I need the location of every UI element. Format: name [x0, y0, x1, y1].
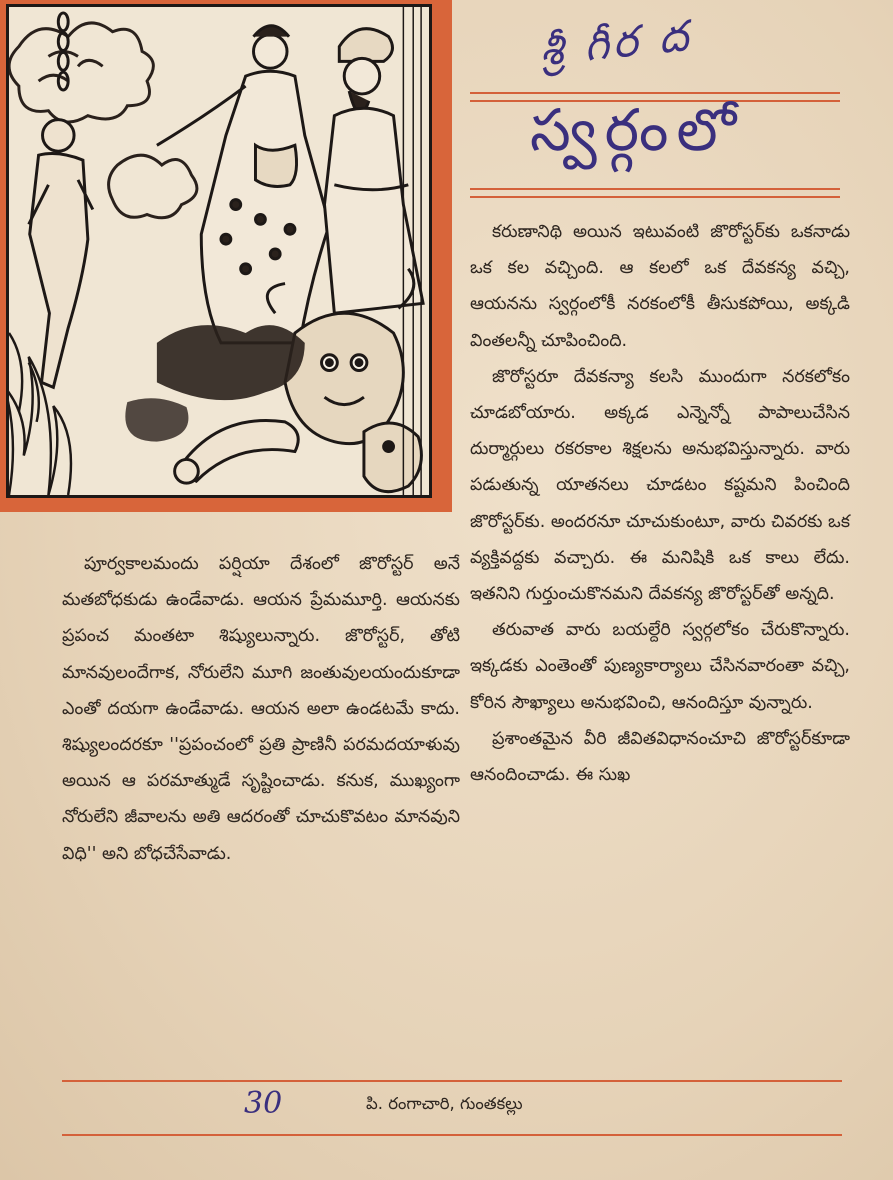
paragraph: తరువాత వారు బయల్దేరి స్వర్గలోకం చేరుకొన్నారు. ఇక్కడకు ఎంతెంతో పుణ్యకార్యాలు చేసినవారంతా వచ్చి, కోరిన సౌఖ్యాలు అనుభవించి, ఆనందిస్తూ వున్నారు.	[470, 620, 850, 713]
paragraph: ప్రశాంతమైన వీరి జీవితవిధానంచూచి జొరోస్టర్‌కూడా ఆనందించాడు. ఈ సుఖ	[470, 728, 850, 786]
paragraph: జొరోస్టరూ దేవకన్యా కలసి ముందుగా నరకలోకం చూడబోయారు. అక్కడ ఎన్నెన్నో పాపాలుచేసిన దుర్మార్గులు రకరకాల శిక్షలను అనుభవిస్తున్నారు. వారు పడుతున్న యాతనలు చూడటం కష్టమని పించింది జొరోస్టర్‌కు. అందరనూ చూచుకుంటూ, వారు చివరకు ఒక వ్యక్తివద్దకు వచ్చారు. ఈ మనిషికి ఒక కాలు లేదు. ఇతనిని గుర్తుంచుకొనమని దేవకన్య జొరోస్టర్‌తో అన్నది.	[470, 366, 850, 605]
footer-rule-top	[62, 1080, 842, 1082]
paragraph: కరుణానిథి అయిన ఇటువంటి జొరోస్టర్‌కు ఒకనాడు ఒక కల వచ్చింది. ఆ కలలో ఒక దేవకన్య వచ్చి, ఆయనను స్వర్గంలోకీ నరకంలోకీ తీసుకపోయి, అక్కడి వింతలన్నీ చూపించింది.	[470, 222, 850, 351]
illustration-frame	[0, 0, 452, 512]
illustration	[6, 4, 432, 498]
page-number: 30	[244, 1086, 283, 1121]
author-credit: పి. రంగాచారి, గుంతకల్లు	[366, 1094, 523, 1113]
heaven-hell-illustration	[9, 7, 429, 495]
paragraph: పూర్వకాలమందు పర్షియా దేశంలో జొరోస్టర్ అనే మతబోధకుడు ఉండేవాడు. ఆయన ప్రేమమూర్తి. ఆయనకు ప్రపంచ మంతటా శిష్యులున్నారు. జొరోస్టర్, తోటి మానవులందేగాక, నోరులేని మూగి జంతువులయందుకూడా ఎంతో దయగా ఉండేవాడు. ఆయన అలా ఉండటమే కాదు. శిష్యులందరకూ ''ప్రపంచంలో ప్రతి ప్రాణినీ పరమదయాళువు అయిన ఆ పరమాత్ముడే సృష్టించాడు. కనుక, ముఖ్యంగా నోరులేని జీవాలను అతి ఆదరంతో చూచుకొవటం మానవుని విధి'' అని బోధచేసేవాడు.	[62, 554, 460, 864]
left-column	[62, 546, 460, 872]
title-rule-bottom-2	[470, 196, 840, 198]
series-title: శ్రీ గీర ద	[537, 10, 695, 76]
right-column	[470, 214, 850, 793]
title-rule-bottom	[470, 188, 840, 190]
footer-rule-bottom	[62, 1134, 842, 1136]
title-rule-top	[470, 92, 840, 94]
article-title: స్వర్గంలో	[530, 96, 745, 164]
